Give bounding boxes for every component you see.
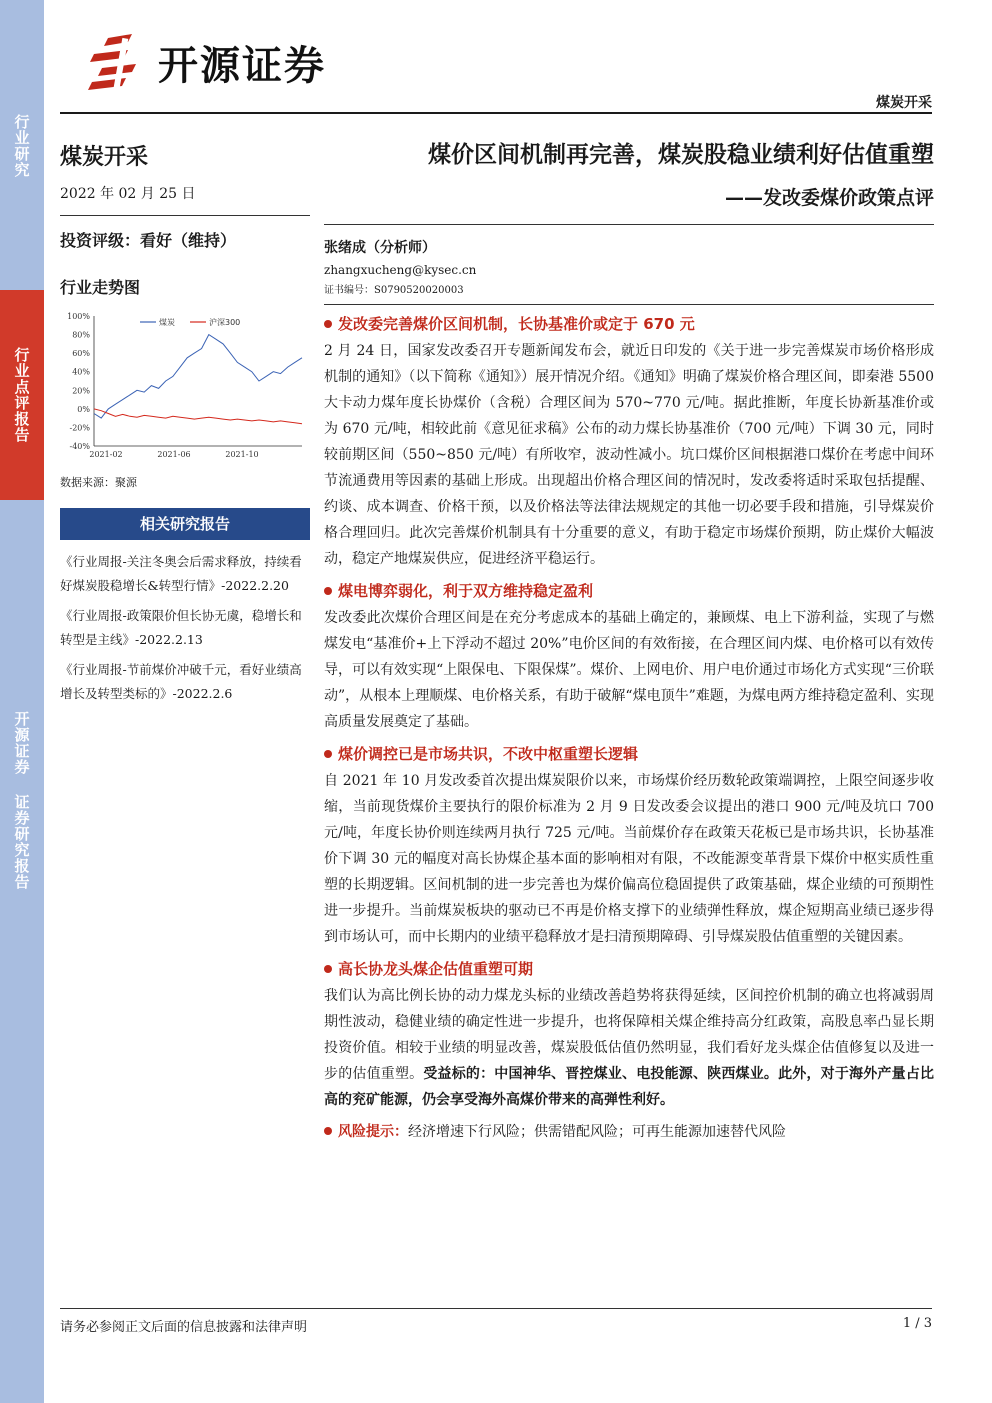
brand-logo bbox=[88, 32, 326, 92]
section-4 bbox=[324, 958, 934, 1113]
section-3 bbox=[324, 743, 934, 950]
trend-chart-title: 行业走势图 bbox=[60, 278, 141, 297]
section-heading bbox=[324, 743, 934, 764]
cert-rule bbox=[324, 304, 934, 305]
report-main-title: 煤价区间机制再完善，煤炭股稳业绩利好估值重塑 bbox=[428, 142, 934, 168]
bullet-icon bbox=[324, 320, 332, 328]
section-body: 发改委此次煤价合理区间是在充分考虑成本的基础上确定的，兼顾煤、电上下游利益，实现了与燃煤发电“基准价+上下浮动不超过 20%”电价区间的有效衔接，在合理区间内煤、电价格可以有效传导，可以有效实现“上限保电、下限保煤”。煤价、上网电价、用户电价通过市场化方式实现“三价联动”，从根本上理顺煤、电价格关系，有助于破解“煤电顶牛”难题，为煤电两方维持稳定盈利、实现高质量发展奠定了基础。 bbox=[324, 610, 934, 730]
x-tick-label: 2021-06 bbox=[157, 450, 191, 459]
series-line-1 bbox=[94, 409, 302, 424]
report-date: 2022 年 02 月 25 日 bbox=[60, 186, 196, 202]
analyst-cert: 证书编号：S0790520020003 bbox=[324, 285, 464, 296]
y-tick-label: 80% bbox=[72, 330, 90, 340]
trend-chart bbox=[60, 308, 310, 468]
y-tick-label: 60% bbox=[72, 349, 90, 359]
section-heading-text: 发改委完善煤价区间机制，长协基准价或定于 670 元 bbox=[338, 315, 695, 333]
x-tick-label: 2021-02 bbox=[89, 450, 123, 459]
series-line-0 bbox=[94, 335, 302, 419]
bullet-icon bbox=[324, 750, 332, 758]
footer-disclaimer[interactable]: 请务必参阅正文后面的信息披露和法律声明 bbox=[60, 1320, 308, 1335]
y-tick-label: 20% bbox=[72, 386, 90, 396]
header-rule bbox=[60, 112, 932, 114]
section-body: 2 月 24 日，国家发改委召开专题新闻发布会，就近日印发的《关于进一步完善煤炭市场价格形成机制的通知》（以下简称《通知》）展开情况介绍。《通知》明确了煤炭价格合理区间，即秦港 5500 大卡动力煤年度长协煤价（含税）合理区间为 570~770 元/吨。据此推断，年度长协新基准价或为 670 元/吨，相较此前《意见征求稿》公布的动力煤长协基准价（700 元/吨）下调 30 元，同时较前期区间（550~850 元/吨）有所收窄，波动性减小。坑口煤价区间根据港口煤价在考虑中间环节流通费用等因素的基础上形成。出现超出价格合理区间的情况时，发改委将适时采取包括提醒、约谈、成本调查、价格干预，以及价格法等法律法规规定的其他一切必要手段和措施，引导煤炭价格合理回归。此次完善煤价机制具有十分重要的意义，有助于稳定市场煤价预期，防止煤价大幅波动，稳定产地煤炭供应，促进经济平稳运行。 bbox=[324, 343, 934, 567]
section-heading-text: 煤电博弈弱化，利于双方维持稳定盈利 bbox=[338, 582, 594, 600]
sector-title: 煤炭开采 bbox=[60, 145, 149, 170]
analyst-name: 张绪成（分析师） bbox=[324, 240, 436, 256]
sidebar-label-top: 行业研究 bbox=[12, 114, 31, 178]
section-body-text: 我们认为高比例长协的动力煤龙头标的业绩改善趋势将获得延续，区间控价机制的确立也将减弱周期性波动，稳健业绩的确定性进一步提升，也将保障相关煤企维持高分红政策，高股息率凸显长期投资价值。相较于业绩的明显改善，煤炭股低估值仍然明显，我们看好龙头煤企估值修复以及进一步的估值重塑。 bbox=[324, 988, 934, 1082]
related-report-item[interactable]: 《行业周报-节前煤价冲破千元，看好业绩高增长及转型类标的》-2022.2.6 bbox=[60, 662, 302, 701]
related-report-item[interactable]: 《行业周报-政策限价但长协无虞，稳增长和转型是主线》-2022.2.13 bbox=[60, 608, 302, 647]
data-source: 数据来源：聚源 bbox=[60, 476, 137, 489]
bullet-icon bbox=[324, 587, 332, 595]
related-reports-list bbox=[60, 550, 310, 706]
investment-rating: 投资评级：看好（维持） bbox=[60, 231, 237, 250]
y-tick-label: 100% bbox=[67, 312, 90, 321]
risk-warning bbox=[324, 1121, 934, 1141]
bullet-icon bbox=[324, 1127, 332, 1135]
title-rule bbox=[324, 224, 934, 225]
beneficiary-targets: 受益标的：中国神华、晋控煤业、电投能源、陕西煤业。此外，对于海外产量占比高的兖矿能源，仍会享受海外高煤价带来的高弹性利好。 bbox=[324, 1066, 935, 1108]
report-sub-title: ——发改委煤价政策点评 bbox=[724, 187, 934, 209]
section-2 bbox=[324, 580, 934, 735]
left-sidebar bbox=[0, 0, 44, 1403]
risk-text: 经济增速下行风险；供需错配风险；可再生能源加速替代风险 bbox=[408, 1124, 786, 1140]
y-tick-label: -40% bbox=[69, 442, 90, 451]
sidebar-label-report-type: 行业点评报告 bbox=[0, 290, 44, 500]
footer-rule bbox=[60, 1308, 932, 1309]
legend-label: 煤炭 bbox=[159, 318, 175, 327]
y-tick-label: 0% bbox=[77, 404, 90, 414]
section-heading bbox=[324, 313, 934, 334]
section-body: 自 2021 年 10 月发改委首次提出煤炭限价以来，市场煤价经历数轮政策端调控，上限空间逐步收缩，当前现货煤价主要执行的限价标准为 2 月 9 日发改委会议提出的港口 900 元/吨及坑口 700 元/吨，年度长协价则连续两月执行 725 元/吨。当前煤价存在政策天花板已是市场共识，长协基准价下调 30 元的幅度对高长协煤企基本面的影响相对有限，不改能源变革背景下煤价中枢实质性重塑的长期逻辑。区间机制的进一步完善也为煤价偏高位稳固提供了政策基础，煤企业绩的可预期性进一步提升。当前煤炭板块的驱动已不再是价格支撑下的业绩弹性释放，煤企短期高业绩已逐步得到市场认可，而中长期内的业绩平稳释放才是扫清预期障碍、引导煤炭股估值重塑的关键因素。 bbox=[324, 773, 934, 945]
section-heading-text: 高长协龙头煤企估值重塑可期 bbox=[338, 960, 534, 978]
y-tick-label: -20% bbox=[69, 423, 90, 433]
legend-label: 沪深300 bbox=[209, 318, 241, 327]
bullet-icon bbox=[324, 965, 332, 973]
section-1 bbox=[324, 313, 934, 572]
x-tick-label: 2021-10 bbox=[225, 450, 259, 459]
logo-mark-icon bbox=[88, 34, 144, 90]
section-heading-text: 煤价调控已是市场共识，不改中枢重塑长逻辑 bbox=[338, 745, 639, 763]
related-report-item[interactable]: 《行业周报-关注冬奥会后需求释放，持续看好煤炭股稳增长&转型行情》-2022.2.20 bbox=[60, 554, 302, 593]
analyst-email[interactable]: zhangxucheng@kysec.cn bbox=[324, 263, 477, 277]
sidebar-label-brand: 开源证券 证券研究报告 bbox=[12, 710, 31, 890]
section-heading bbox=[324, 958, 934, 979]
y-tick-label: 40% bbox=[72, 367, 90, 377]
header-sector-tag: 煤炭开采 bbox=[876, 95, 932, 111]
left-divider bbox=[60, 215, 310, 216]
page-number: 1 / 3 bbox=[902, 1316, 932, 1331]
left-column bbox=[60, 130, 310, 712]
risk-label: 风险提示： bbox=[338, 1124, 408, 1140]
section-body bbox=[324, 983, 934, 1113]
right-column bbox=[324, 130, 934, 1141]
trend-chart-svg bbox=[60, 308, 310, 468]
related-reports-title: 相关研究报告 bbox=[60, 508, 310, 540]
section-heading bbox=[324, 580, 934, 601]
brand-name: 开源证券 bbox=[158, 42, 326, 89]
